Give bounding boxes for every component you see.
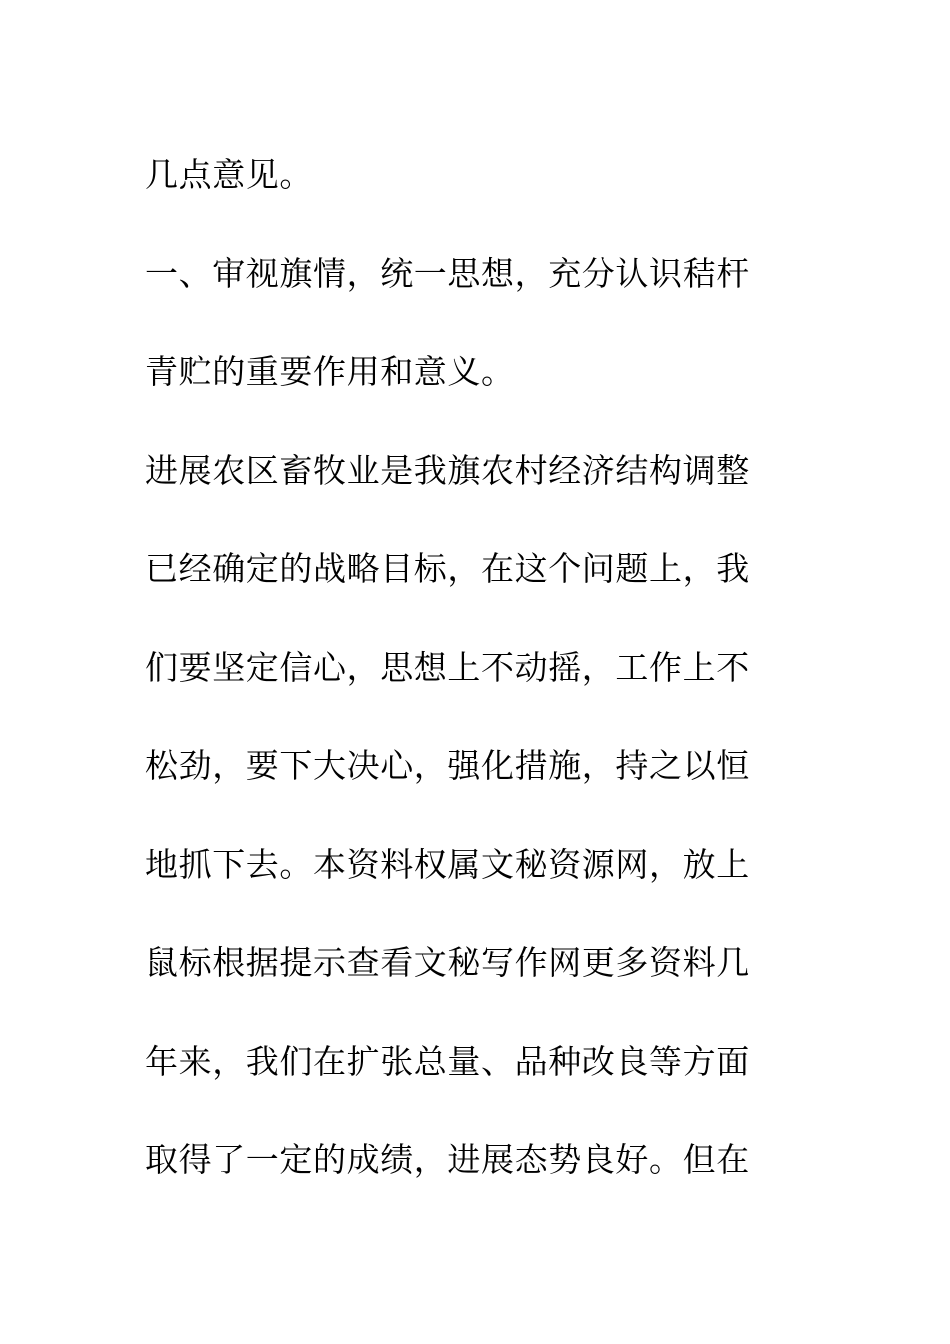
text-line: 们要坚定信心，思想上不动摇，工作上不 xyxy=(145,647,750,687)
text-line: 进展农区畜牧业是我旗农村经济结构调整 xyxy=(145,450,750,490)
text-line: 年来，我们在扩张总量、品种改良等方面 xyxy=(145,1041,750,1081)
text-line: 取得了一定的成绩，进展态势良好。但在 xyxy=(145,1140,750,1179)
text-line: 松劲，要下大决心，强化措施，持之以恒 xyxy=(145,746,750,785)
body-text xyxy=(145,126,805,1210)
text-line: 已经确定的战略目标，在这个问题上，我 xyxy=(145,549,750,588)
text-line: 几点意见。 xyxy=(145,155,313,194)
section-heading-line-2: 青贮的重要作用和意义。 xyxy=(145,352,515,391)
text-line: 地抓下去。本资料权属文秘资源网，放上 xyxy=(145,844,750,884)
section-heading-line-1: 一、审视旗情，统一思想，充分认识秸杆 xyxy=(145,253,750,293)
text-line: 鼠标根据提示查看文秘写作网更多资料几 xyxy=(145,943,750,982)
